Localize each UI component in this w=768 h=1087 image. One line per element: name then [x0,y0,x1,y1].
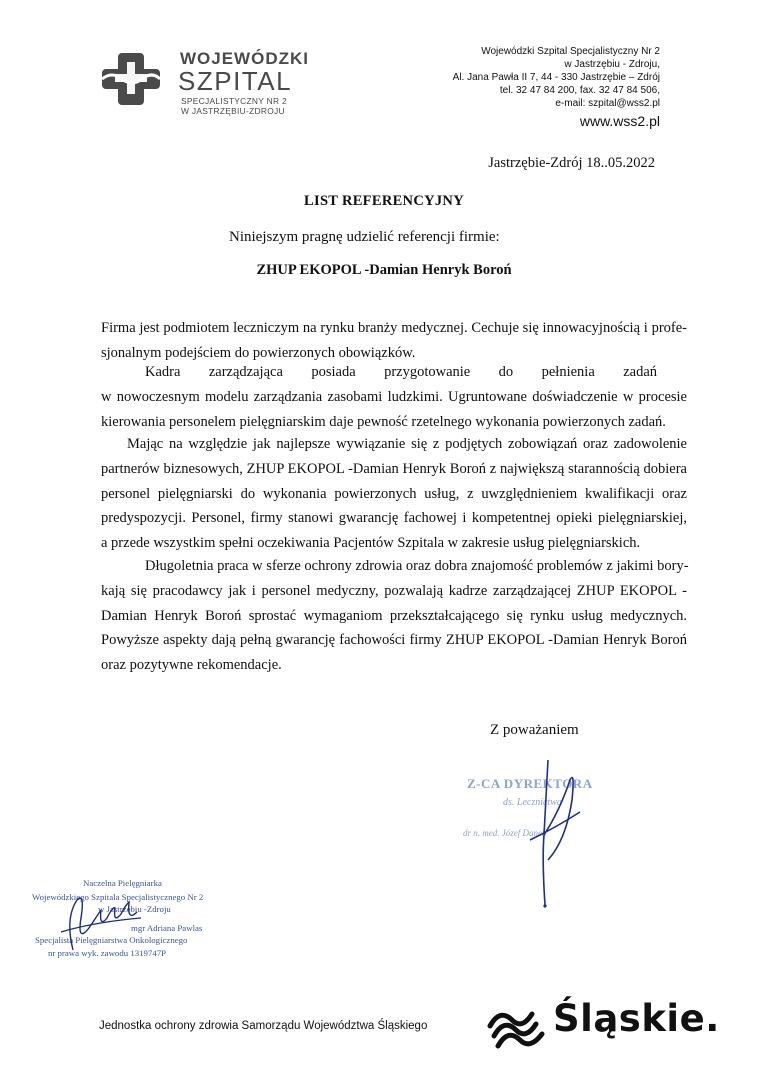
director-stamp-title: Z-CA DYREKTORA [467,776,593,791]
paragraph-4 [101,554,687,678]
paragraph-line: Powyższe aspekty dają pełną gwarancję fachowości firmy ZHUP EKOPOL -Damian Henryk Boroń [101,632,687,649]
nurse-stamp-line: Specjalista Pielęgniarstwa Onkologicznego [35,935,188,945]
paragraph-line: predyspozycji. Personel, firmy stanowi gwarancję fachowej i kompetentnej opieki pielęgniarskiej, [101,510,687,527]
nurse-signature [55,888,145,958]
paragraph-line: kają się pracodawcy jak i personel medyczny, pozwalają kadrze zarządzającej ZHUP EKOPOL - [101,582,687,599]
paragraph-line: partnerów biznesowych, ZHUP EKOPOL -Damian Henryk Boroń z największą starannością dobiera [101,460,687,477]
nurse-stamp-line: w Jastrzębiu -Zdroju [98,904,171,914]
document-title: LIST REFERENCYJNY [304,193,464,209]
logo-title-line2: SZPITAL [178,66,293,96]
paragraph-line: sjonalnym podejściem do powierzonych obowiązków. [101,344,416,361]
paragraph-line: Kadra zarządzająca posiada przygotowanie do pełnienia zadań [145,364,657,380]
director-stamp-subtitle: ds. Lecznictwa [503,797,562,808]
slaskie-waves-logo-icon [486,1000,546,1050]
closing-greeting: Z poważaniem [490,722,579,738]
paragraph-line: Firma jest podmiotem leczniczym na rynku branży medycznej. Cechuje się innowacyjnością i profe- [101,320,687,336]
paragraph-line: Długoletnia praca w sferze ochrony zdrowia oraz dobra znajomość problemów z jakimi bory- [145,558,689,574]
letter-date: Jastrzębie-Zdrój 18..05.2022 [488,155,655,171]
logo-title-line1: WOJEWÓDZKI [180,49,309,68]
nurse-stamp-line: mgr Adriana Pawlas [131,923,203,933]
paragraph-line: Damian Henryk Boroń sprostać wymaganiom przekształcającego się rynku usług medycznych. [101,607,687,624]
director-signature [500,740,590,920]
website-link[interactable]: www.wss2.pl [579,113,660,129]
paragraph-line: oraz pozytywne rekomendacje. [101,657,282,674]
paragraph-line: Mając na względzie jak najlepsze wywiązanie się z podjętych zobowiązań oraz zadowolenie [127,436,687,452]
email-line: e-mail: szpital@wss2.pl [555,98,660,109]
slaskie-brand-text: Śląskie. [553,997,720,1040]
paragraph-2 [101,360,687,434]
paragraph-line: w nowoczesnym modelu zarządzania zasobami ludzkimi. Ugruntowane doświadczenie w procesie [101,388,687,405]
nurse-stamp-line: Wojewódzkiego Szpitala Specjalistycznego Nr 2 [32,892,204,902]
address-line: w Jastrzębiu - Zdroju, [564,59,660,70]
paragraph-line: personel pielęgniarski do wykonania powierzonych usług, z uwzględnieniem kwalifikacji oraz [101,485,687,502]
hospital-cross-logo-icon [100,50,162,108]
phone-fax-line: tel. 32 47 84 200, fax. 32 47 84 506, [499,85,660,96]
address-line: Wojewódzki Szpital Specjalistyczny Nr 2 [481,46,660,57]
director-stamp-name: dr n. med. Józef Danek [463,828,546,838]
logo-subtitle-line1: SPECJALISTYCZNY NR 2 [181,96,287,106]
intro-sentence: Niniejszym pragnę udzielić referencji firmie: [229,229,500,245]
paragraph-3 [101,432,687,556]
nurse-stamp-line: Naczelna Pielęgniarka [83,878,162,888]
nurse-stamp-line: nr prawa wyk. zawodu 1319747P [48,948,167,958]
paragraph-line: kierowania personelem pielęgniarskim daje pewność rzetelnego wykonania powierzonych zadań. [101,413,666,430]
logo-subtitle-line2: W JASTRZĘBIU-ZDROJU [181,106,285,116]
footer-note: Jednostka ochrony zdrowia Samorządu Województwa Śląskiego [99,1020,428,1032]
company-name: ZHUP EKOPOL -Damian Henryk Boroń [256,262,512,278]
paragraph-line: a przede wszystkim spełni oczekiwania Pacjentów Szpitala w zakresie usług pielęgniarskich. [101,535,641,552]
address-line: Al. Jana Pawła II 7, 44 - 330 Jastrzębie – Zdrój [452,72,660,83]
paragraph-1 [101,316,687,366]
